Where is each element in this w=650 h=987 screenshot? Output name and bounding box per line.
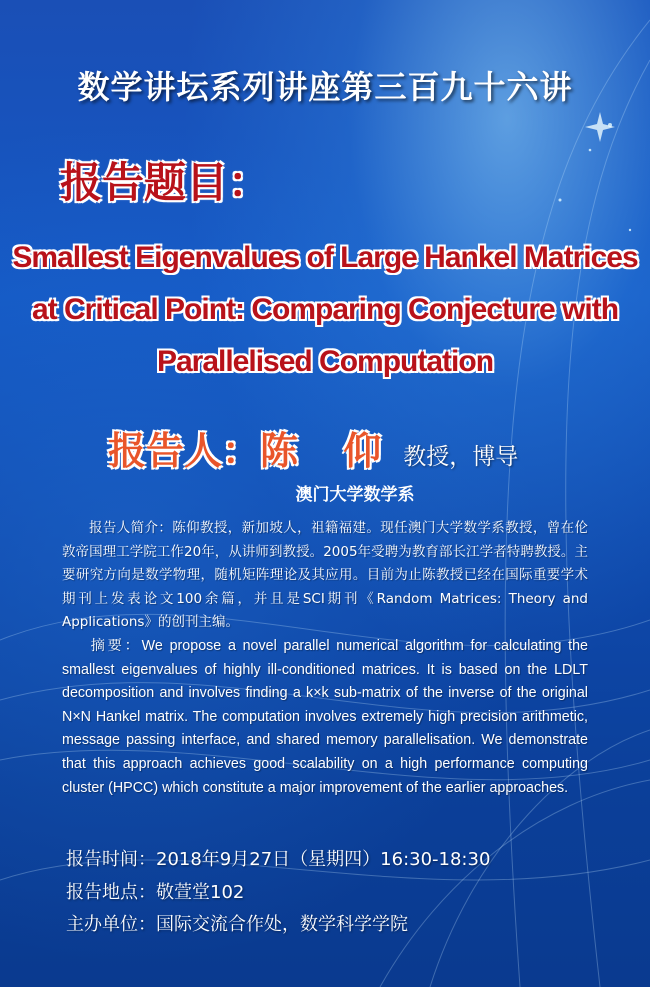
talk-title-line: Parallelised Computation — [156, 345, 494, 378]
host-organization: 主办单位：国际交流合作处，数学科学学院 — [66, 914, 408, 935]
talk-title-line: Smallest Eigenvalues of Large Hankel Matrices — [12, 241, 638, 274]
talk-title-line: at Critical Point: Comparing Conjecture with — [31, 293, 619, 326]
speaker-line — [108, 420, 518, 475]
speaker-title: 教授，博导 — [403, 444, 519, 470]
talk-title — [0, 232, 650, 388]
talk-place: 报告地点：敬萱堂102 — [66, 882, 245, 903]
abstract: 摘要：We propose a novel parallel numerical algorithm for calculating the smallest eigenvalues of highly ill-conditioned matrices. It is based on the LDLT decomposition and involves finding a k×k sub-matrix of the inverse of the original N×N Hankel matrix. The computation involves extremely high precision arithmetic, message passing interface, and shared memory parallelisation. We demonstrate that this approach achieves good scalability on a high performance computing cluster (HPCC) which constitute a major improvement of the earlier approaches. — [62, 638, 588, 796]
speaker-name: 陈 仰 — [260, 428, 398, 473]
topic-label: 报告题目： — [60, 158, 271, 207]
speaker-department: 澳门大学数学系 — [295, 485, 415, 505]
series-title: 数学讲坛系列讲座第三百九十六讲 — [77, 68, 573, 106]
talk-time: 报告时间：2018年9月27日（星期四）16:30-18:30 — [66, 849, 491, 870]
speaker-label: 报告人： — [108, 428, 261, 473]
speaker-bio: 报告人简介：陈仰教授，新加坡人，祖籍福建。现任澳门大学数学系教授，曾在伦敦帝国理工学院工作20年，从讲师到教授。2005年受聘为教育部长江学者特聘教授。主要研究方向是数学物理，随机矩阵理论及其应用。目前为止陈教授已经在国际重要学术期刊上发表论文100余篇，并且是SCI期刊《Random Matrices: Theory and Applications》的创刊主编。 — [62, 520, 588, 631]
